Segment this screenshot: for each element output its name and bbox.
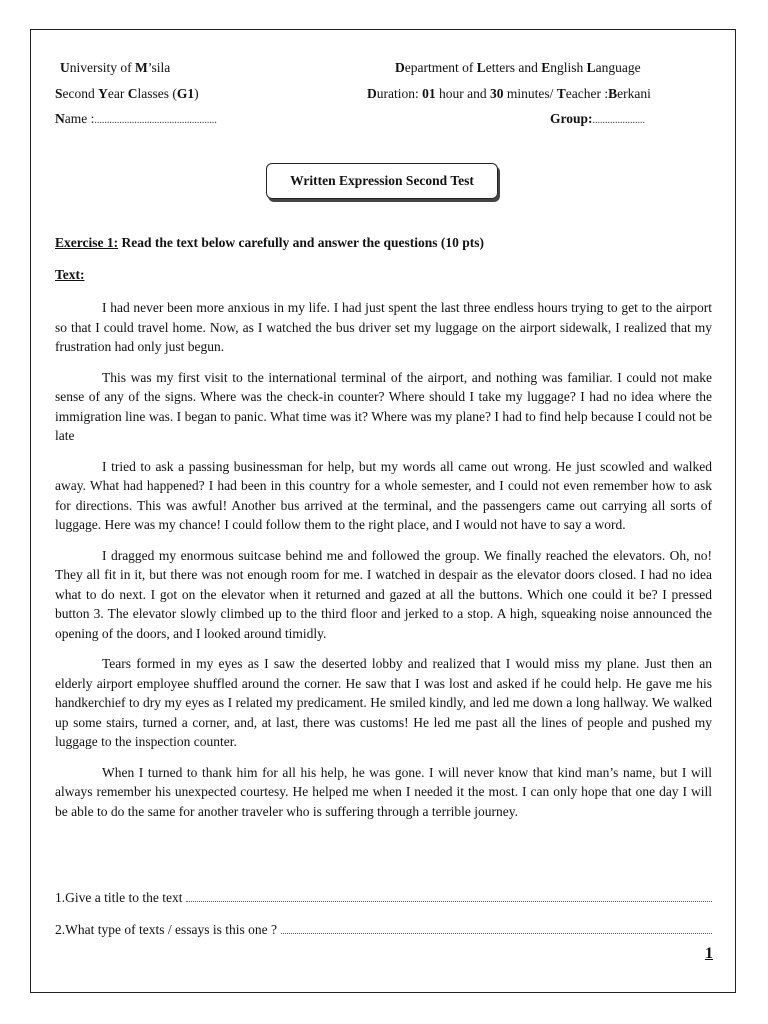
test-title: Written Expression Second Test [266, 163, 498, 199]
paragraph: This was my first visit to the international terminal of the airport, and nothing was familiar. I could not make sense of any of the signs. Where was the check-in counter? Where should I take my luggage? I had no idea where the immigration line was. I began to panic. What time was it? Where was my plane? I had to find help because I could not be late [55, 369, 712, 443]
paragraph: I tried to ask a passing businessman for help, but my words all came out wrong. He just scowled and walked away. What had happened? I had been in this country for a whole semester, and I could not even remember how to ask for directions. This was awful! Another bus arrived at the terminal, and the passengers came out carrying all sorts of luggage. Here was my chance! I could follow them to the right place, and I would not have to say a word. [55, 458, 712, 532]
paragraph: I had never been more anxious in my life. I had just spent the last three endless hours trying to get to the airport so that I could travel home. Now, as I watched the bus driver set my luggage on the airport sidewalk, I realized that my frustration had only just begun. [55, 300, 712, 354]
duration-teacher: Duration: 01 hour and 30 minutes/ Teacher :Berkani [367, 86, 651, 101]
paragraph: I dragged my enormous suitcase behind me and followed the group. We finally reached the elevators. Oh, no! They all fit in it, but there was not enough room for me. I watched in despair as the elevator doors closed. I had no idea what to do next. I got on the elevator when it returned and gazed at all the buttons. Which one could it be? I pressed button 3. The elevator slowly climbed up to the third floor and jerked to a stop. A high, squeaking noise announced the opening of the doors, and I looked around timidly. [55, 547, 712, 641]
exercise-instruction: Read the text below carefully and answer the questions (10 pts) [118, 235, 484, 250]
answer-line[interactable] [186, 890, 712, 902]
text-label: Text: [55, 267, 85, 282]
department-name: Department of Letters and English Language [395, 60, 641, 75]
exercise-label: Exercise 1: [55, 235, 119, 250]
paragraph: Tears formed in my eyes as I saw the deserted lobby and realized that I would miss my plane. Just then an elderly airport employee shuffled around the corner. He saw that I was lost and asked if he could help. He gave me his handkerchief to dry my eyes as I related my predicament. He smiled kindly, and led me down a long hallway. We walked up some stairs, turned a corner, and, at last, there was customs! He led me past all the lines of people and pushed my luggage to the inspection counter. [55, 656, 712, 749]
question-2 [55, 922, 712, 938]
university-name: University of M’sila [60, 60, 171, 75]
group-field[interactable]: Group:..................... [550, 111, 646, 126]
reading-text [55, 298, 712, 832]
paragraph: When I turned to thank him for all his help, he was gone. I will never know that kind man’s name, but I will always remember his unexpected courtesy. He helped me when I needed it the most. I can only hope that one day I will be able to do the same for another traveler who is suffering through a terrible journey. [55, 764, 712, 819]
exercise-heading [55, 235, 484, 251]
question-text: 2.What type of texts / essays is this one ? [55, 922, 277, 937]
student-name-field[interactable]: Name :................................................. [55, 111, 217, 126]
answer-line[interactable] [281, 922, 712, 934]
page-number: 1 [705, 945, 713, 962]
class-info: Second Year Classes (G1) [55, 86, 199, 101]
question-1 [55, 890, 712, 906]
question-text: 1.Give a title to the text [55, 890, 183, 905]
